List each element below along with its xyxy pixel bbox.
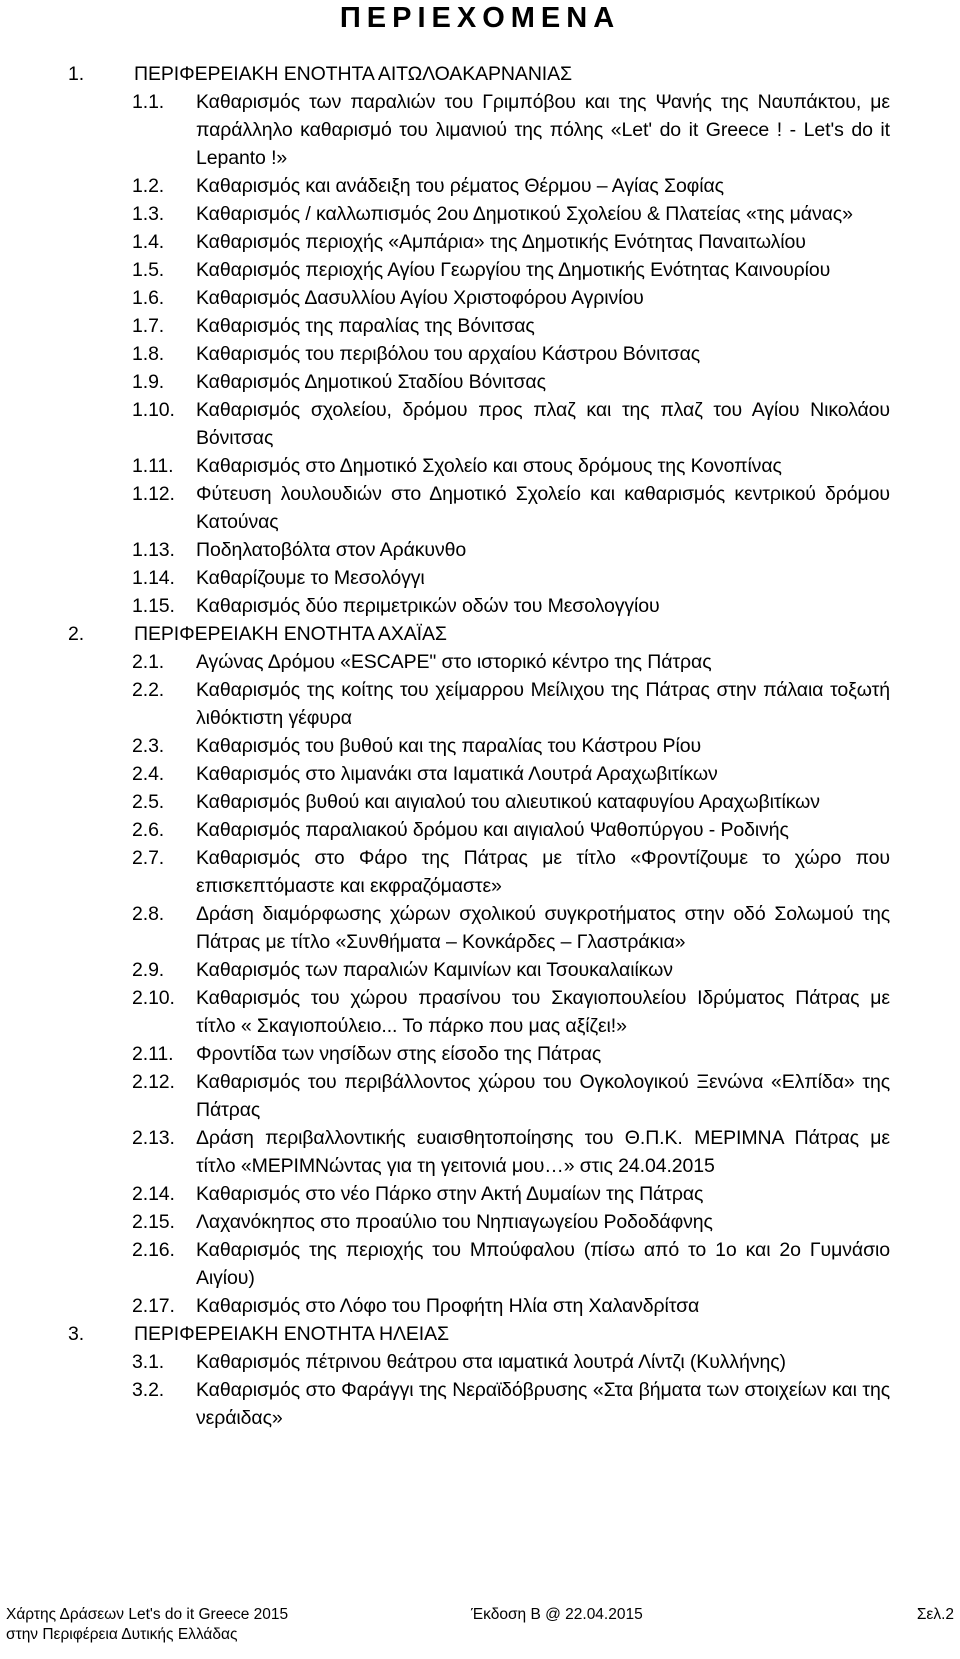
entry-title: Καθαρισμός και ανάδειξη του ρέματος Θέρμου – Αγίας Σοφίας — [196, 175, 724, 197]
entry-number: 1.8. — [132, 343, 165, 365]
entry-title: Καθαρισμός στο λιμανάκι στα Ιαματικά Λουτρά Αραχωβιτίκων — [196, 763, 718, 785]
entry-number: 3.2. — [132, 1379, 165, 1401]
entry-number: 2.8. — [132, 903, 165, 925]
entry-number: 1.4. — [132, 231, 165, 253]
toc-entry — [132, 984, 890, 1040]
footer-page-number: Σελ.2 — [916, 1606, 954, 1623]
toc-entry — [132, 312, 890, 340]
entry-number: 1.3. — [132, 203, 165, 225]
toc-entry — [132, 1376, 890, 1432]
toc-entry — [132, 844, 890, 900]
toc-entry — [132, 256, 890, 284]
toc-entry — [132, 816, 890, 844]
toc-entry — [132, 1040, 890, 1068]
entry-number: 2.15. — [132, 1211, 175, 1233]
entry-title: Δράση διαμόρφωσης χώρων σχολικού συγκροτήματος στην οδό Σολωμού της Πάτρας με τίτλο «Συνθήματα – Κονκάρδες – Γλαστράκια» — [196, 903, 890, 953]
entry-number: 2.17. — [132, 1295, 175, 1317]
entry-title: Καθαρίζουμε το Μεσολόγγι — [196, 567, 425, 589]
page-title: ΠΕΡΙΕΧΟΜΕΝΑ — [339, 2, 621, 34]
toc-entry — [132, 592, 890, 620]
toc-entry — [132, 228, 890, 256]
toc-entry — [132, 1292, 890, 1320]
entry-title: Καθαρισμός παραλιακού δρόμου και αιγιαλού Ψαθοπύργου - Ροδινής — [196, 819, 789, 841]
footer-region: στην Περιφέρεια Δυτικής Ελλάδας — [6, 1626, 238, 1643]
entry-title: Καθαρισμός στο νέο Πάρκο στην Ακτή Δυμαίων της Πάτρας — [196, 1183, 704, 1205]
footer-document-title: Χάρτης Δράσεων Let's do it Greece 2015 — [6, 1606, 289, 1623]
entry-title: Καθαρισμός βυθού και αιγιαλού του αλιευτικού καταφυγίου Αραχωβιτίκων — [196, 791, 820, 813]
section-title: ΠΕΡΙΦΕΡΕΙΑΚΗ ΕΝΟΤΗΤΑ ΑΧΑΪΑΣ — [134, 623, 447, 645]
entry-number: 2.6. — [132, 819, 165, 841]
entry-number: 3.1. — [132, 1351, 165, 1373]
entry-number: 1.9. — [132, 371, 165, 393]
toc-entry — [132, 1068, 890, 1124]
toc-section-heading — [68, 620, 890, 648]
entry-number: 1.6. — [132, 287, 165, 309]
entry-title: Φύτευση λουλουδιών στο Δημοτικό Σχολείο και καθαρισμός κεντρικού δρόμου Κατούνας — [196, 483, 890, 533]
entry-number: 2.2. — [132, 679, 165, 701]
toc-entry — [132, 900, 890, 956]
toc-entry — [132, 788, 890, 816]
page-footer — [6, 1605, 954, 1645]
entry-number: 1.1. — [132, 91, 165, 113]
entry-number: 1.14. — [132, 567, 175, 589]
toc-entry — [132, 676, 890, 732]
table-of-contents — [68, 60, 890, 1432]
entry-title: Καθαρισμός της παραλίας της Βόνιτσας — [196, 315, 535, 337]
entry-number: 1.7. — [132, 315, 165, 337]
entry-number: 2.5. — [132, 791, 165, 813]
entry-number: 2.7. — [132, 847, 165, 869]
toc-entry — [132, 564, 890, 592]
entry-title: Καθαρισμός δύο περιμετρικών οδών του Μεσολογγίου — [196, 595, 660, 617]
entry-title: Καθαρισμός σχολείου, δρόμου προς πλαζ και της πλαζ του Αγίου Νικολάου Βόνιτσας — [196, 399, 890, 449]
entry-number: 2.13. — [132, 1127, 175, 1149]
section-number: 2. — [68, 623, 85, 645]
entry-title: Αγώνας Δρόμου «ESCAPE" στο ιστορικό κέντρο της Πάτρας — [196, 651, 712, 673]
entry-title: Καθαρισμός πέτρινου θεάτρου στα ιαματικά λουτρά Λίντζι (Κυλλήνης) — [196, 1351, 786, 1373]
entry-title: Λαχανόκηπος στο προαύλιο του Νηπιαγωγείου Ροδοδάφνης — [196, 1211, 713, 1233]
entry-title: Καθαρισμός Δασυλλίου Αγίου Χριστοφόρου Αγρινίου — [196, 287, 644, 309]
toc-entry — [132, 452, 890, 480]
entry-title: Ποδηλατοβόλτα στον Αράκυνθο — [196, 539, 467, 561]
toc-entry — [132, 732, 890, 760]
toc-entry — [132, 368, 890, 396]
entry-title: Καθαρισμός του περιβάλλοντος χώρου του Ογκολογικού Ξενώνα «Ελπίδα» της Πάτρας — [196, 1071, 890, 1121]
toc-entry — [132, 760, 890, 788]
entry-title: Καθαρισμός του χώρου πρασίνου του Σκαγιοπουλείου Ιδρύματος Πάτρας με τίτλο « Σκαγιοπούλειο... Το πάρκο που μας αξίζει!» — [196, 987, 890, 1037]
toc-entry — [132, 200, 890, 228]
entry-number: 2.9. — [132, 959, 165, 981]
entry-title: Φροντίδα των νησίδων στης είσοδο της Πάτρας — [196, 1043, 602, 1065]
entry-title: Καθαρισμός Δημοτικού Σταδίου Βόνιτσας — [196, 371, 546, 393]
entry-number: 2.1. — [132, 651, 165, 673]
entry-number: 1.15. — [132, 595, 175, 617]
toc-entry — [132, 536, 890, 564]
section-title: ΠΕΡΙΦΕΡΕΙΑΚΗ ΕΝΟΤΗΤΑ ΗΛΕΙΑΣ — [134, 1323, 449, 1345]
entry-title: Καθαρισμός στο Δημοτικό Σχολείο και στους δρόμους της Κονοπίνας — [196, 455, 782, 477]
entry-number: 2.10. — [132, 987, 175, 1009]
entry-number: 1.13. — [132, 539, 175, 561]
entry-title: Καθαρισμός των παραλιών Καμινίων και Τσουκαλαιίκων — [196, 959, 673, 981]
toc-section-heading — [68, 1320, 890, 1348]
entry-number: 1.12. — [132, 483, 175, 505]
toc-entry — [132, 340, 890, 368]
entry-title: Καθαρισμός της περιοχής του Μπούφαλου (πίσω από το 1ο και 2ο Γυμνάσιο Αιγίου) — [196, 1239, 890, 1289]
entry-title: Καθαρισμός περιοχής «Αμπάρια» της Δημοτικής Ενότητας Παναιτωλίου — [196, 231, 806, 253]
entry-title: Καθαρισμός περιοχής Αγίου Γεωργίου της Δημοτικής Ενότητας Καινουρίου — [196, 259, 831, 281]
entry-title: Καθαρισμός στο Φαράγγι της Νεραϊδόβρυσης «Στα βήματα των στοιχείων και της νεράιδας» — [196, 1379, 890, 1429]
entry-number: 1.5. — [132, 259, 165, 281]
entry-title: Δράση περιβαλλοντικής ευαισθητοποίησης του Θ.Π.Κ. ΜΕΡΙΜΝΑ Πάτρας με τίτλο «ΜΕΡΙΜΝώντας για τη γειτονιά μου…» στις 24.04.2015 — [196, 1127, 890, 1177]
entry-number: 2.3. — [132, 735, 165, 757]
toc-entry — [132, 1236, 890, 1292]
entry-number: 2.16. — [132, 1239, 175, 1261]
entry-number: 1.10. — [132, 399, 175, 421]
toc-entry — [132, 172, 890, 200]
entry-title: Καθαρισμός της κοίτης του χείμαρρου Μείλιχου της Πάτρας στην πάλαια τοξωτή λιθόκτιστη γέφυρα — [196, 679, 890, 729]
entry-number: 1.2. — [132, 175, 165, 197]
toc-section-heading — [68, 60, 890, 88]
toc-entry — [132, 480, 890, 536]
section-number: 3. — [68, 1323, 85, 1345]
entry-title: Καθαρισμός στο Φάρο της Πάτρας με τίτλο «Φροντίζουμε το χώρο που επισκεπτόμαστε και εκφραζόμαστε» — [196, 847, 890, 897]
toc-entry — [132, 1124, 890, 1180]
entry-title: Καθαρισμός των παραλιών του Γριμπόβου και της Ψανής της Ναυπάκτου, με παράλληλο καθαρισμό του λιμανιού της πόλης «Let' do it Greece ! - Let's do it Lepanto !» — [196, 91, 890, 169]
entry-number: 2.4. — [132, 763, 165, 785]
entry-title: Καθαρισμός στο Λόφο του Προφήτη Ηλία στη Χαλανδρίτσα — [196, 1295, 700, 1317]
toc-entry — [132, 88, 890, 172]
entry-number: 1.11. — [132, 455, 174, 477]
toc-entry — [132, 956, 890, 984]
toc-entry — [132, 396, 890, 452]
section-title: ΠΕΡΙΦΕΡΕΙΑΚΗ ΕΝΟΤΗΤΑ ΑΙΤΩΛΟΑΚΑΡΝΑΝΙΑΣ — [134, 63, 572, 85]
entry-title: Καθαρισμός του περιβόλου του αρχαίου Κάστρου Βόνιτσας — [196, 343, 701, 365]
entry-number: 2.11. — [132, 1043, 174, 1065]
footer-edition: Έκδοση Β @ 22.04.2015 — [471, 1606, 643, 1623]
toc-entry — [132, 648, 890, 676]
entry-number: 2.12. — [132, 1071, 175, 1093]
section-number: 1. — [68, 63, 85, 85]
entry-title: Καθαρισμός / καλλωπισμός 2ου Δημοτικού Σχολείου & Πλατείας «της μάνας» — [196, 203, 853, 225]
toc-entry — [132, 1180, 890, 1208]
entry-title: Καθαρισμός του βυθού και της παραλίας του Κάστρου Ρίου — [196, 735, 702, 757]
toc-entry — [132, 1348, 890, 1376]
toc-entry — [132, 284, 890, 312]
toc-entry — [132, 1208, 890, 1236]
entry-number: 2.14. — [132, 1183, 175, 1205]
